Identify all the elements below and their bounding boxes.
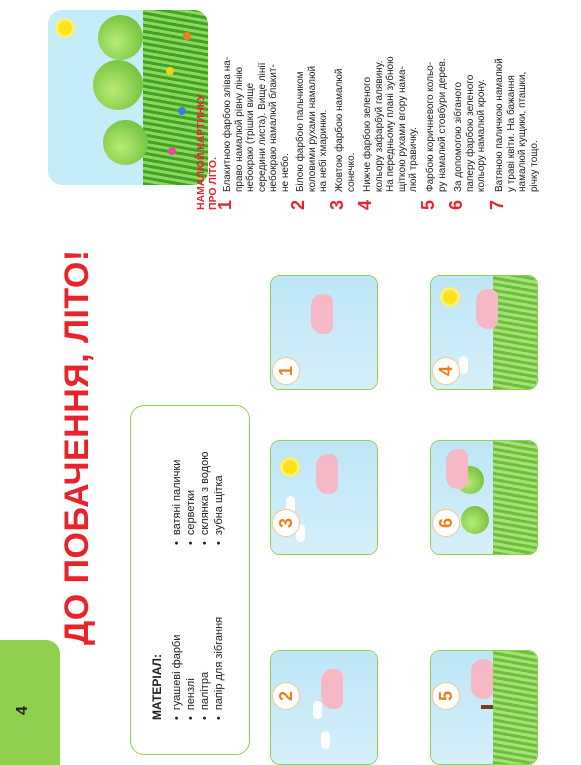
sun-icon: [58, 21, 72, 35]
instruction-line: на небі хмаринки.: [318, 109, 329, 192]
instruction-line: За допомогою зібганого: [453, 81, 464, 192]
instruction-line: Ватяною паличкою намалюй: [494, 58, 505, 192]
sun-icon: [443, 290, 457, 304]
cloud-icon: [321, 731, 330, 749]
instruction-line: Нижче фарбою зеленого: [362, 76, 373, 192]
material-item: • пензлі: [184, 617, 198, 720]
instruction-line: сонечко.: [345, 152, 357, 192]
instruction-line: щіткою рухами вгору нама-: [396, 66, 408, 192]
intro-heading-line: ПРО ЛІТО.: [207, 156, 219, 210]
grass: [493, 276, 537, 389]
tree-crown-icon: [93, 60, 143, 110]
instructions-panel: [195, 0, 425, 230]
material-item: • ватяні палички: [170, 452, 184, 545]
materials-heading: МАТЕРІАЛ:: [150, 654, 164, 720]
instruction-line: Білою фарбою пальчиком: [295, 71, 306, 192]
instruction-line: Блакитною фарбою зліва на-: [222, 56, 233, 192]
instruction-line: намалюй кущики, пташки,: [517, 71, 528, 192]
tree-trunk-icon: [481, 705, 493, 709]
cloud-icon: [313, 701, 322, 719]
grass: [493, 651, 537, 764]
page-number: 4: [14, 706, 31, 715]
instruction-number: 7: [487, 199, 507, 210]
instruction-line: небокраю намалюй блакит-: [268, 64, 279, 192]
instructions-container: [195, 228, 435, 578]
material-item: • склянка з водою: [198, 452, 212, 545]
hand-icon: [321, 669, 343, 709]
summer-picture: [48, 10, 208, 185]
instruction-line: право намалюй рівну лінію: [233, 67, 245, 192]
instruction-number: 4: [355, 199, 375, 210]
instruction-line: люй травичку.: [408, 127, 419, 192]
material-item: • зубна щітка: [212, 452, 226, 545]
instruction-line: середини листа). Вище лінії: [256, 62, 268, 192]
flower-icon: [168, 147, 176, 155]
materials-list-col-1: [170, 617, 226, 720]
instruction-number: 6: [446, 199, 466, 210]
step-number-4: 4: [432, 357, 460, 385]
instruction-line: Жовтою фарбою намалюй: [334, 68, 345, 192]
cloud-icon: [459, 356, 468, 374]
step-number-1: 1: [272, 357, 300, 385]
instruction-number: 3: [327, 199, 347, 210]
instruction-number: 2: [288, 199, 308, 210]
flower-icon: [183, 32, 191, 40]
step-number-3: 3: [272, 509, 300, 537]
page-number-tab: [0, 640, 60, 765]
material-item: • гуашеві фарби: [170, 617, 184, 720]
step-number-2: 2: [272, 682, 300, 710]
material-item: • папір для зібгання: [212, 617, 226, 720]
material-item: • серветки: [184, 452, 198, 545]
instruction-line: ру намалюй стовбури дерев.: [436, 58, 448, 192]
instruction-number: 5: [418, 199, 438, 210]
instruction-line: небокраю (трішки вище: [245, 82, 256, 192]
tree-crown-icon: [103, 120, 148, 165]
step-number-6: 6: [432, 509, 460, 537]
intro-heading-line: НАМАЛЮЙ КАРТИНКУ: [195, 94, 207, 210]
hand-icon: [446, 449, 468, 489]
step-6-illustration: [430, 440, 538, 555]
hand-with-toothbrush-icon: [476, 289, 498, 329]
instruction-line: кольору зафарбуй галявину.: [373, 60, 385, 192]
material-item: • палітра: [198, 617, 212, 720]
page-title: ДО ПОБАЧЕННЯ, ЛІТО!: [58, 249, 96, 645]
instruction-line: Фарбою коричневого кольо-: [425, 61, 436, 192]
instruction-line: річку тощо.: [528, 140, 540, 192]
grass: [493, 441, 537, 554]
instruction-line: не небо.: [279, 153, 291, 192]
tree-crown-icon: [461, 506, 489, 534]
instruction-line: паперу фарбою зеленого: [464, 74, 476, 192]
instruction-line: коловими рухами намалюй: [306, 65, 318, 192]
instruction-line: На передньому плані зубною: [385, 56, 396, 192]
tree-crown-icon: [98, 15, 143, 60]
flower-icon: [166, 67, 174, 75]
instruction-number: 1: [215, 199, 235, 210]
flower-icon: [178, 107, 186, 115]
hand-with-brush-icon: [471, 659, 493, 699]
instruction-line: у траві квіти. На бажання: [505, 75, 517, 192]
step-number-5: 5: [432, 682, 460, 710]
instruction-line: кольору намалюй крону.: [476, 79, 487, 192]
